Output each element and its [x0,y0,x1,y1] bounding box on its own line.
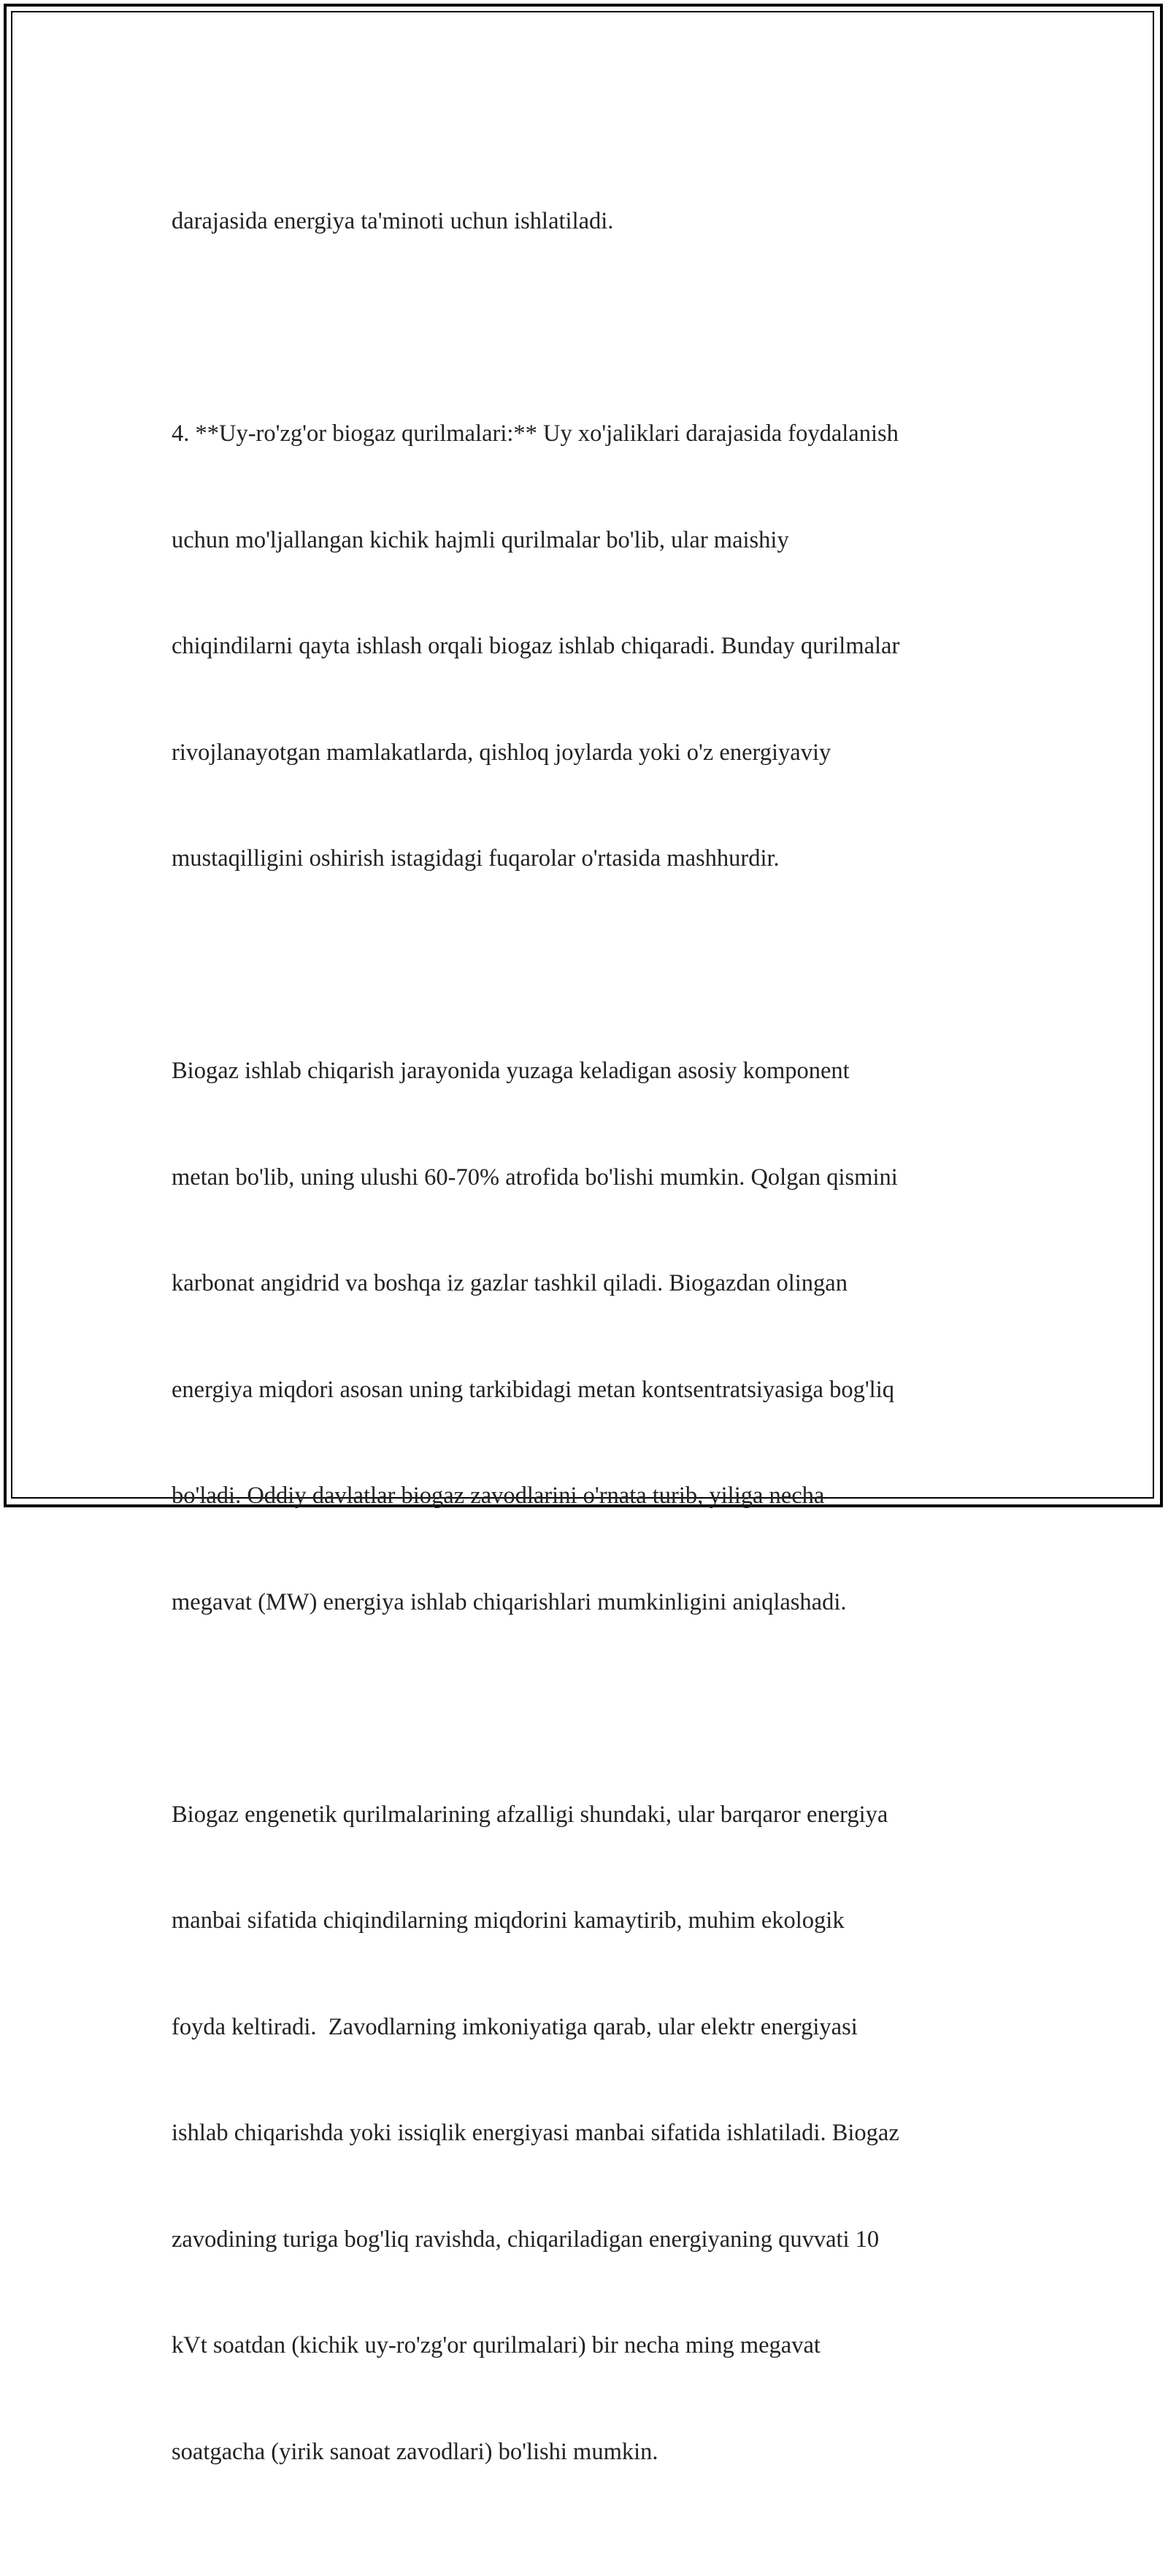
text-line: mustaqilligini oshirish istagidagi fuqarolar o'rtasida mashhurdir. [172,845,780,872]
text-line: rivojlanayotgan mamlakatlarda, qishloq joylarda yoki o'z energiyaviy [172,739,831,766]
text-line: kVt soatdan (kichik uy-ro'zg'or qurilmalari) bir necha ming megavat [172,2332,821,2358]
text-line: Biogaz ishlab chiqarish jarayonida yuzaga keladigan asosiy komponent [172,1058,850,1084]
text-line: karbonat angidrid va boshqa iz gazlar tashkil qiladi. Biogazdan olingan [172,1270,848,1296]
text-line: bo'ladi. Oddiy davlatlar biogaz zavodlarini o'rnata turib, yiliga necha [172,1483,825,1509]
text-line: 4. **Uy-ro'zg'or biogaz qurilmalari:** Uy xo'jaliklari darajasida foydalanish [172,420,899,447]
paragraph-2 [172,345,1004,947]
text-line: Biogaz engenetik qurilmalarining afzalligi shundaki, ular barqaror energiya [172,1801,888,1828]
text-line: metan bo'lib, uning ulushi 60-70% atrofida bo'lishi mumkin. Qolgan qismini [172,1164,898,1191]
paragraph-1 [172,133,1004,310]
text-line: energiya miqdori asosan uning tarkibidagi metan kontsentratsiyasiga bog'liq [172,1376,894,1403]
text-line: darajasida energiya ta'minoti uchun ishlatiladi. [172,208,614,234]
text-line: megavat (MW) energiya ishlab chiqarishlari mumkinligini aniqlashadi. [172,1588,847,1615]
text-line: ishlab chiqarishda yoki issiqlik energiyasi manbai sifatida ishlatiladi. Biogaz [172,2120,899,2146]
text-line: zavodining turiga bog'liq ravishda, chiqariladigan energiyaning quvvati 10 [172,2226,880,2253]
document-body [172,133,1004,2576]
text-line: manbai sifatida chiqindilarning miqdorini kamaytirib, muhim ekologik [172,1907,845,1934]
text-line: chiqindilarni qayta ishlash orqali biogaz ishlab chiqaradi. Bunday qurilmalar [172,633,900,659]
paragraph-4 [172,1726,1004,2541]
text-line: foyda keltiradi. Zavodlarning imkoniyatiga qarab, ular elektr energiyasi [172,2013,858,2040]
paragraph-3 [172,983,1004,1691]
text-line: uchun mo'ljallangan kichik hajmli qurilmalar bo'lib, ular maishiy [172,526,789,553]
text-line: soatgacha (yirik sanoat zavodlari) bo'lishi mumkin. [172,2438,658,2465]
